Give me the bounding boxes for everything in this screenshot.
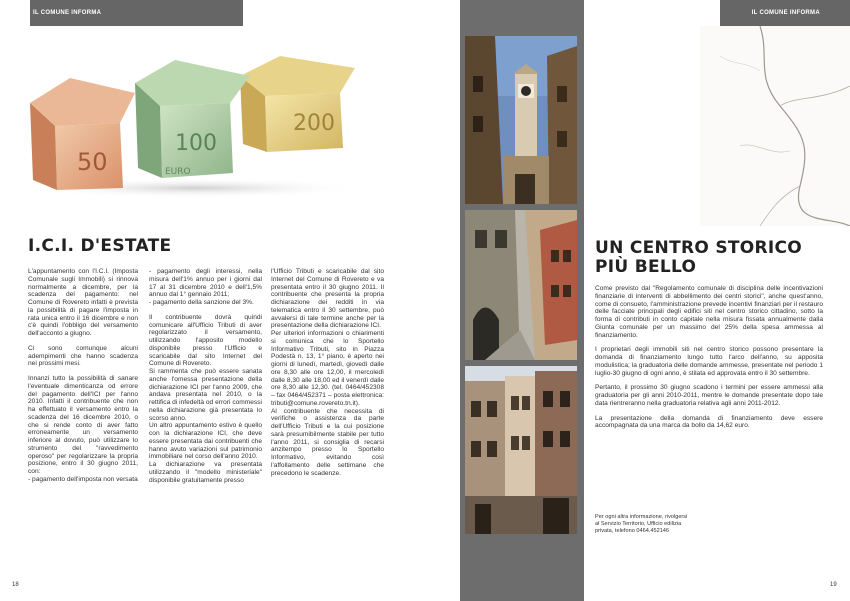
photo-clock-tower xyxy=(465,36,577,204)
label-euro: EURO xyxy=(165,167,191,177)
right-header-bar xyxy=(720,0,850,26)
paragraph: Si rammenta che può essere sanata anche l'omessa presentazione della dichiarazione ICI per l'anno 2009, che andava presentata nel 2010, o la rettifica di infedeltà od errori commessi nella dichiarazione già presentata lo scorso anno. xyxy=(149,368,262,422)
paragraph: Pertanto, il prossimo 30 giugno scadono i termini per essere ammessi alla graduatoria per gli anni 2010-2011, mentre le domande presentate dopo tale data rientreranno nella graduatoria relativa agli anni 2011-2012. xyxy=(595,384,823,407)
contact-note xyxy=(595,514,687,535)
paragraph: La dichiarazione va presentata utilizzando il "modello ministeriale" disponibile gratuitamente presso xyxy=(149,461,262,484)
right-header-label: IL COMUNE INFORMA xyxy=(751,10,820,16)
paragraph: Il contribuente dovrà quindi comunicare all'Ufficio Tributi di aver regolarizzato il versamento, utilizzando l'apposito modello disponibile presso l'Ufficio e scaricabile dal sito Internet del Comune di Rovereto. xyxy=(149,313,262,368)
paragraph: - pagamento degli interessi, nella misura dell'1% annuo per i giorni dal 17 al 31 dicembre 2010 e dell'1,5% annuo dal 1° gennaio 2011; xyxy=(149,268,262,299)
right-page-number: 19 xyxy=(830,582,837,588)
right-title-line-2: PIÙ BELLO xyxy=(595,257,697,277)
left-header-label: IL COMUNE INFORMA xyxy=(33,10,102,16)
left-page-number: 18 xyxy=(12,582,19,588)
left-header-bar xyxy=(30,0,243,26)
paragraph: Per ulteriori informazioni o chiarimenti si comunica che lo Sportello Informativo Tributi, sito in Piazza Podestà n. 13, 1° piano, è aperto nei giorni di lunedì, martedì, giovedì dalle ore 8,30 alle ore 12,00, il mercoledì dalle 8,30 alle 18,00 ed il venerdì dalle ore 8,30 alle 12,30. (tel. 0464/452308 – fax 0464/452371 – posta elettronica: tributi@comune.rovereto.tn.it). xyxy=(271,330,384,407)
label-200: 200 xyxy=(293,111,335,136)
paragraph: Ci sono comunque alcuni adempimenti che hanno scadenza nei prossimi mesi. xyxy=(28,344,138,368)
label-50: 50 xyxy=(77,148,108,176)
paragraph: Al contribuente che necessita di verifiche o assistenza da parte dell'Ufficio Tributi e la cui posizione sarà presumibilmente stabile per tutto l'anno 2011, si consiglia di recarsi anzitempo presso lo Sportello Informativo, evitando così l'affollamento delle settimane che precedono le scadenze. xyxy=(271,407,384,477)
house-50 xyxy=(30,78,135,190)
note-line: Per ogni altra informazione, rivolgersi xyxy=(595,514,688,520)
paragraph: l'Ufficio Tributi e scaricabile dal sito Internet del Comune di Rovereto e va presentata entro il 30 giugno 2011. Il contribuente che presenta la propria dichiarazione dei redditi in via telematica entro il 30 settembre, può avvalersi di tale termine anche per la presentazione della dichiarazione ICI. xyxy=(271,268,384,330)
photo-street-arches xyxy=(465,210,577,360)
photo-facades xyxy=(465,366,577,534)
right-title-line-1: UN CENTRO STORICO xyxy=(595,238,803,258)
left-column-1 xyxy=(28,268,138,491)
paragraph: Un altro appuntamento estivo è quello con la dichiarazione ICI, che deve essere presentata dai contribuenti che hanno avuto variazioni sul patrimonio immobiliare nel corso dell'anno 2010. xyxy=(149,422,262,461)
left-column-2 xyxy=(149,268,262,491)
right-column xyxy=(595,285,823,437)
paragraph: L'appuntamento con l'I.C.I. (Imposta Comunale sugli Immobili) si rinnova normalmente a dicembre, per la scadenza del pagamento: nel Comune di Rovereto infatti è prevista la possibilità di pagare l'imposta in rata unica entro il 16 dicembre e non c'è quindi l'obbligo del versamento dell'acconto a giugno. xyxy=(28,268,138,337)
paragraph: - pagamento dell'imposta non versata xyxy=(28,475,138,483)
house-200 xyxy=(240,56,355,152)
paragraph: La presentazione della domanda di finanziamento deve essere accompagnata da una marca da bollo da 14,62 euro. xyxy=(595,414,823,430)
banknote-houses-image xyxy=(25,48,375,198)
paragraph: Come previsto dal "Regolamento comunale di disciplina delle incentivazioni finanziarie di interventi di abbellimento dei centri storici", anche quest'anno, come di consueto, l'amministrazione prevede incentivi finanziari per il restauro delle facciate principali degli edifici siti nel centro storico cittadino, sotto la forma di contributi in conto capitale nella misura fissata annualmente dalla Giunta comunale per un massimo del 25% della spesa ammessa al finanziamento. xyxy=(595,285,823,339)
left-column-3 xyxy=(271,268,384,484)
house-100 xyxy=(135,60,250,178)
paragraph: Innanzi tutto la possibilità di sanare l'eventuale dimenticanza od errore del pagamento dell'ICI per l'anno 2010. Infatti il contribuente che non ha effettuato il versamento entro la scadenza del 16 dicembre 2010, o che si rende conto di aver fatto erroneamente un versamento inferiore al dovuto, può utilizzare lo strumento del "ravvedimento operoso" per regolarizzare la propria posizione, entro il 30 giugno 2011, con: xyxy=(28,375,138,475)
right-article-title xyxy=(595,239,802,277)
cracked-wall-texture xyxy=(700,26,850,226)
paragraph: I proprietari degli immobili siti nel centro storico possono presentare la domanda di finanziamento lungo tutto l'arco dell'anno, su apposita modulistica; la graduatoria delle domande ammesse, presentate nel periodo 1 luglio-30 giugno di ogni anno, è stilata ed approvata entro il 30 settembre. xyxy=(595,346,823,377)
left-article-title: I.C.I. D'ESTATE xyxy=(28,236,172,256)
note-line: al Servizio Territorio, Ufficio edilizia xyxy=(595,521,682,527)
label-100: 100 xyxy=(175,131,217,156)
note-line: privata, telefono 0464.452146 xyxy=(595,528,670,534)
paragraph: - pagamento della sanzione del 3%. xyxy=(149,299,254,306)
